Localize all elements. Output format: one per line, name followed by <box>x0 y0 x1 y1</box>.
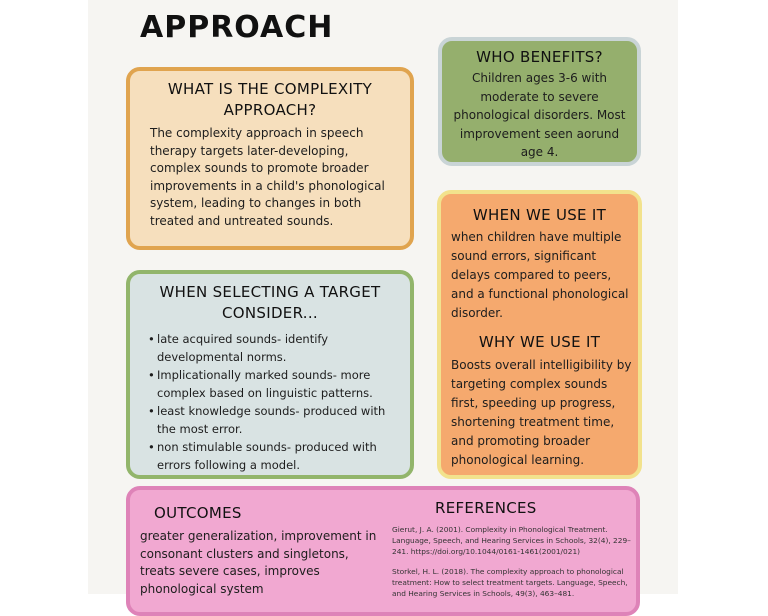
when-we-use-it-text: when children have multiple sound errors, significant delays compared to peers, and a functional phonological disorder. <box>451 230 629 320</box>
complexity-approach-heading: WHAT IS THE COMPLEXITY APPROACH? <box>167 80 373 119</box>
reference-item: Storkel, H. L. (2018). The complexity approach to phonological treatment: How to select treatment targets. Language, Speech, and Hearing Services in Schools, 49(3), 463–481. <box>392 567 628 598</box>
list-item: • late acquired sounds- identify developmental norms. <box>148 330 402 366</box>
reference-item: Gierut, J. A. (2001). Complexity in Phonological Treatment. Language, Speech, and Hearing Services in Schools, 32(4), 229–241. https://doi.org/10.1044/0161-1461(2001/021) <box>392 525 631 556</box>
list-item: • least knowledge sounds- produced with the most error. <box>148 402 402 438</box>
who-benefits-text: Children ages 3-6 with moderate to severe phonological disorders. Most improvement seen aorund age 4. <box>453 71 626 159</box>
selecting-target-heading: WHEN SELECTING A TARGET CONSIDER... <box>159 283 381 322</box>
why-we-use-it-text: Boosts overall intelligibility by targeting complex sounds first, speeding up progress, shortening treatment time, and promoting broader phonological learning. <box>451 358 632 467</box>
selecting-target-list <box>130 330 410 474</box>
page-title: APPROACH <box>140 10 334 45</box>
when-why-card <box>437 190 642 479</box>
who-benefits-heading: WHO BENEFITS? <box>476 48 603 66</box>
why-we-use-it-heading: WHY WE USE IT <box>478 333 601 351</box>
complexity-approach-text: The complexity approach in speech therapy targets later-developing, complex sounds to promote broader improvements in a child's phonological system, leading to changes in both treated and untreated sounds. <box>150 126 385 228</box>
list-item: • Implicationally marked sounds- more complex based on linguistic patterns. <box>148 366 402 402</box>
references-heading: REFERENCES <box>435 499 537 517</box>
outcomes-heading: OUTCOMES <box>154 504 242 522</box>
outcomes-text: greater generalization, improvement in consonant clusters and singletons, treats severe cases, improves phonological system <box>140 529 377 596</box>
complexity-approach-card <box>126 67 414 250</box>
outcomes-references-card <box>126 486 640 616</box>
who-benefits-card <box>438 37 641 166</box>
list-item: • non stimulable sounds- produced with errors following a model. <box>148 438 402 474</box>
when-we-use-it-heading: WHEN WE USE IT <box>472 206 607 224</box>
selecting-target-card <box>126 270 414 479</box>
